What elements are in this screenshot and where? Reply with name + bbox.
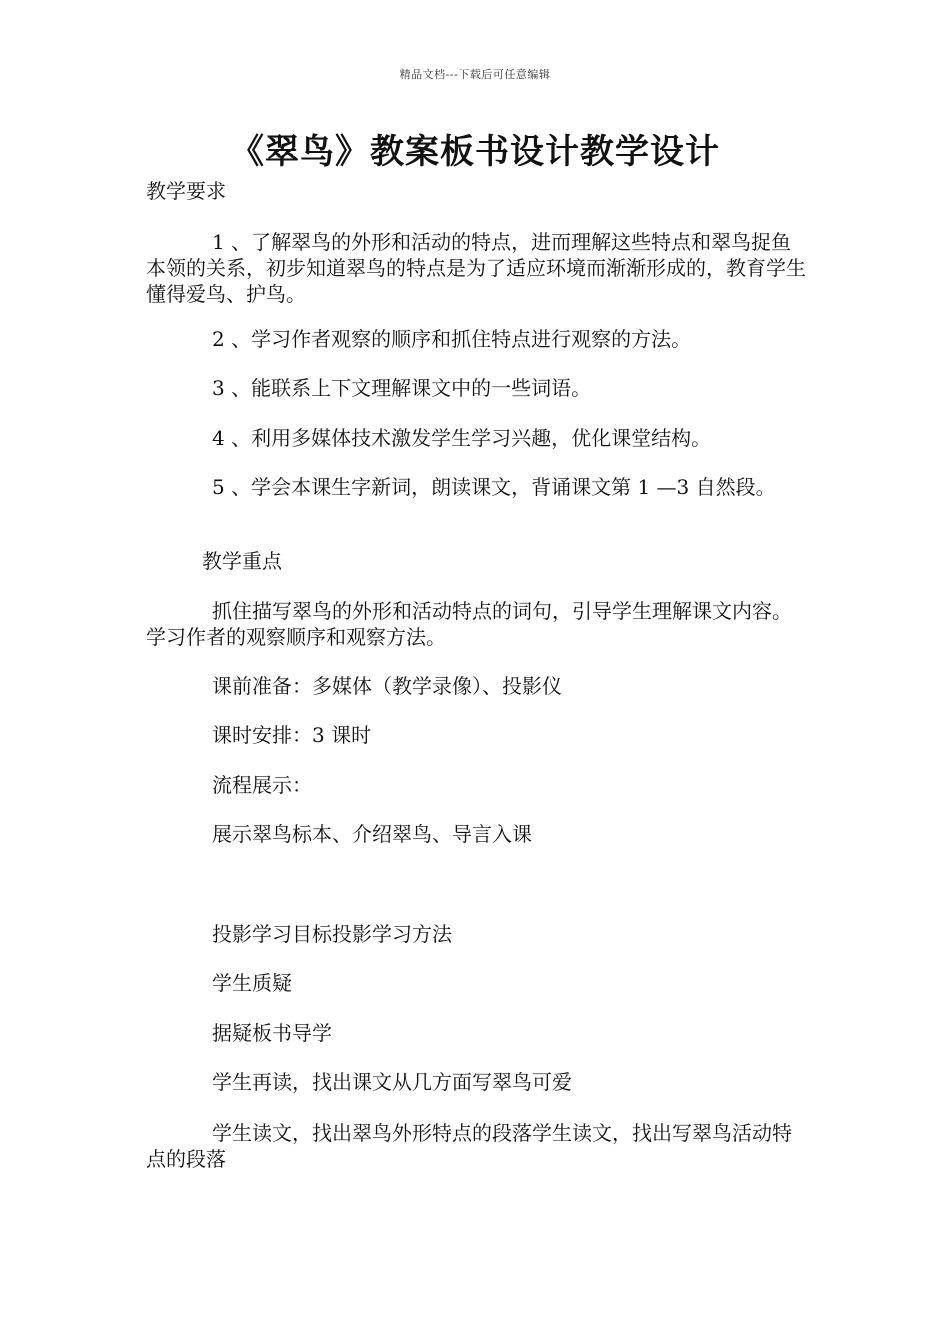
document-title: 《翠鸟》教案板书设计教学设计: [230, 132, 720, 172]
header-note: 精品文档---下载后可任意编辑: [399, 68, 551, 81]
focus-text: 抓住描写翠鸟的外形和活动特点的词句，引导学生理解课文内容。学习作者的观察顺序和观察方法。: [146, 599, 792, 649]
flow-step-2: 投影学习目标投影学习方法: [212, 922, 452, 946]
flow-step-5: 学生再读，找出课文从几方面写翠鸟可爱: [212, 1070, 572, 1094]
focus-heading: 教学重点: [202, 549, 282, 573]
class-preparation: 课前准备：多媒体（教学录像）、投影仪: [212, 674, 562, 698]
requirement-1: 1 、了解翠鸟的外形和活动的特点，进而理解这些特点和翠鸟捉鱼本领的关系，初步知道翠鸟的特点是为了适应环境而渐渐形成的，教育学生懂得爱鸟、护鸟。: [146, 230, 806, 306]
flow-heading: 流程展示：: [212, 773, 312, 797]
flow-step-1: 展示翠鸟标本、介绍翠鸟、导言入课: [212, 822, 532, 846]
flow-step-6: 学生读文，找出翠鸟外形特点的段落学生读文，找出写翠鸟活动特点的段落: [146, 1121, 792, 1171]
requirement-5: 5 、学会本课生字新词，朗读课文，背诵课文第 1 —3 自然段。: [212, 475, 776, 499]
requirement-3: 3 、能联系上下文理解课文中的一些词语。: [212, 376, 592, 400]
requirement-2: 2 、学习作者观察的顺序和抓住特点进行观察的方法。: [212, 327, 692, 351]
class-schedule: 课时安排：3 课时: [212, 723, 372, 747]
requirement-4: 4 、利用多媒体技术激发学生学习兴趣，优化课堂结构。: [212, 426, 712, 450]
flow-step-4: 据疑板书导学: [212, 1021, 332, 1045]
requirements-heading: 教学要求: [146, 179, 226, 203]
flow-step-3: 学生质疑: [212, 971, 292, 995]
